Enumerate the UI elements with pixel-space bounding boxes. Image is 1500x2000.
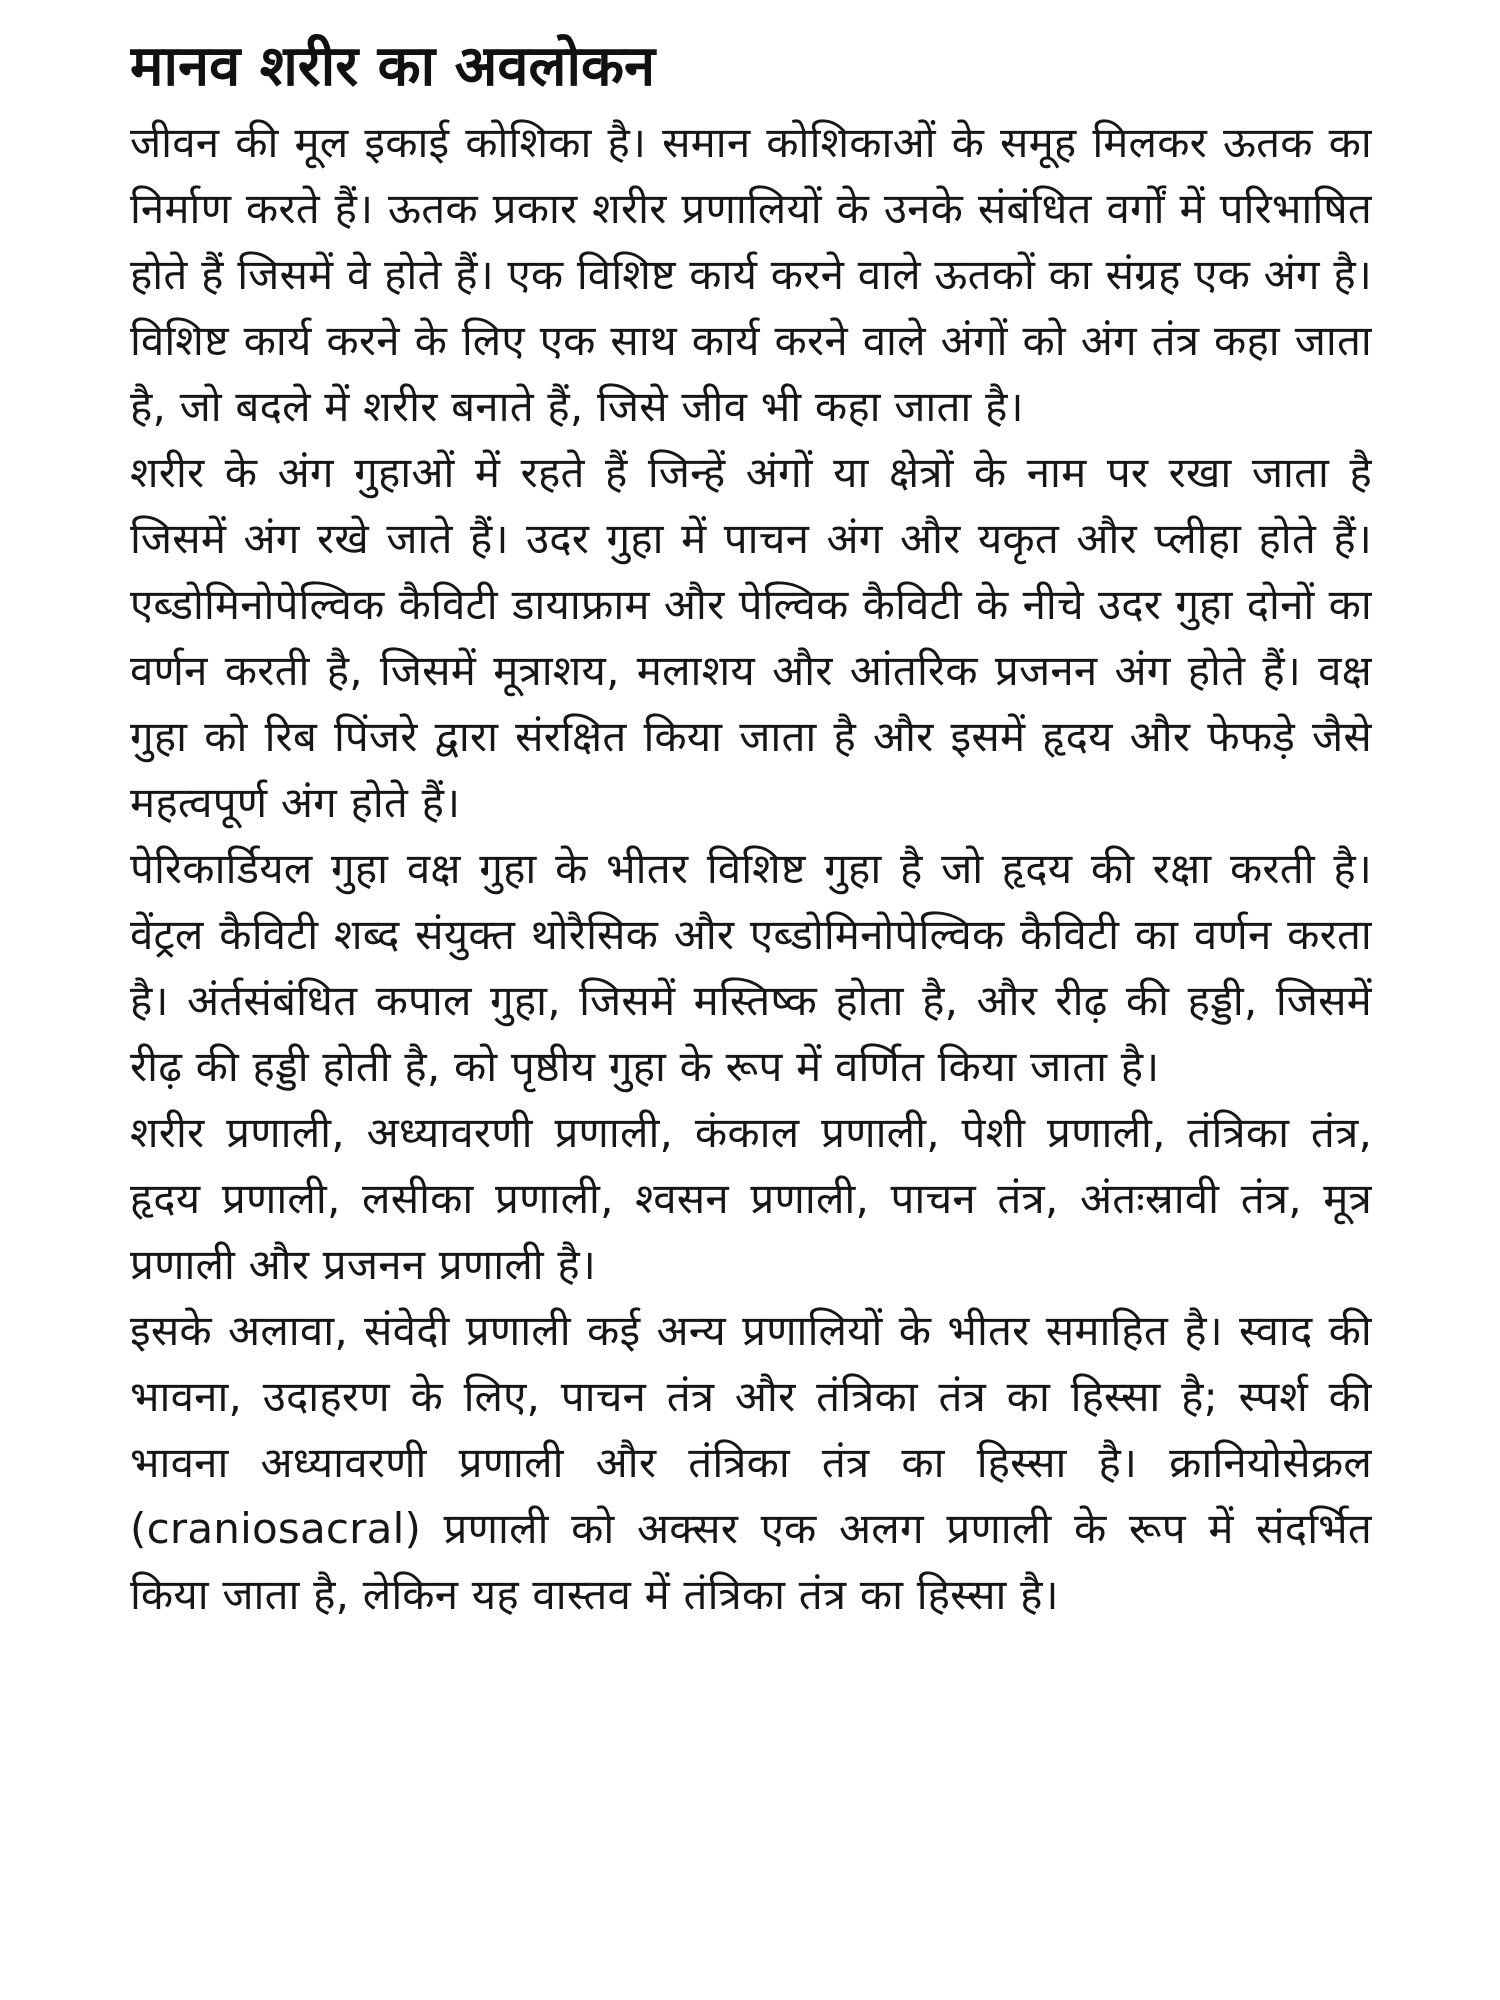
paragraph-pericardial-cavity: पेरिकार्डियल गुहा वक्ष गुहा के भीतर विशिष्ट गुहा है जो हृदय की रक्षा करती है। वेंट्रल कैविटी शब्द संयुक्त थोरैसिक और एब्डोमिनोपेल्विक कैविटी का वर्णन करता है। अंर्तसंबंधित कपाल गुहा, जिसमें मस्तिष्क होता है, और रीढ़ की हड्डी, जिसमें रीढ़ की हड्डी होती है, को पृष्ठीय गुहा के रूप में वर्णित किया जाता है। (130, 844, 1372, 1091)
page-title: मानव शरीर का अवलोकन (130, 34, 656, 99)
paragraph-sensory-system: इसके अलावा, संवेदी प्रणाली कई अन्य प्रणालियों के भीतर समाहित है। स्वाद की भावना, उदाहरण के लिए, पाचन तंत्र और तंत्रिका तंत्र का हिस्सा है; स्पर्श की भावना अध्यावरणी प्रणाली और तंत्रिका तंत्र का हिस्सा है। क्रानियोसेक्रल (craniosacral) प्रणाली को अक्सर एक अलग प्रणाली के रूप में संदर्भित किया जाता है, लेकिन यह वास्तव में तंत्रिका तंत्र का हिस्सा है। (130, 1306, 1372, 1619)
paragraph-cells: जीवन की मूल इकाई कोशिका है। समान कोशिकाओं के समूह मिलकर ऊतक का निर्माण करते हैं। ऊतक प्रकार शरीर प्रणालियों के उनके संबंधित वर्गों में परिभाषित होते हैं जिसमें वे होते हैं। एक विशिष्ट कार्य करने वाले ऊतकों का संग्रह एक अंग है। विशिष्ट कार्य करने के लिए एक साथ कार्य करने वाले अंगों को अंग तंत्र कहा जाता है, जो बदले में शरीर बनाते हैं, जिसे जीव भी कहा जाता है। (130, 118, 1372, 431)
document-page (130, 28, 1372, 1968)
paragraph-body-cavities: शरीर के अंग गुहाओं में रहते हैं जिन्हें अंगों या क्षेत्रों के नाम पर रखा जाता है जिसमें अंग रखे जाते हैं। उदर गुहा में पाचन अंग और यकृत और प्लीहा होते हैं। एब्डोमिनोपेल्विक कैविटी डायाफ्राम और पेल्विक कैविटी के नीचे उदर गुहा दोनों का वर्णन करती है, जिसमें मूत्राशय, मलाशय और आंतरिक प्रजनन अंग होते हैं। वक्ष गुहा को रिब पिंजरे द्वारा संरक्षित किया जाता है और इसमें हृदय और फेफड़े जैसे महत्वपूर्ण अंग होते हैं। (130, 448, 1372, 827)
paragraph-body-systems: शरीर प्रणाली, अध्यावरणी प्रणाली, कंकाल प्रणाली, पेशी प्रणाली, तंत्रिका तंत्र, हृदय प्रणाली, लसीका प्रणाली, श्वसन प्रणाली, पाचन तंत्र, अंतःस्रावी तंत्र, मूत्र प्रणाली और प्रजनन प्रणाली है। (130, 1108, 1372, 1289)
